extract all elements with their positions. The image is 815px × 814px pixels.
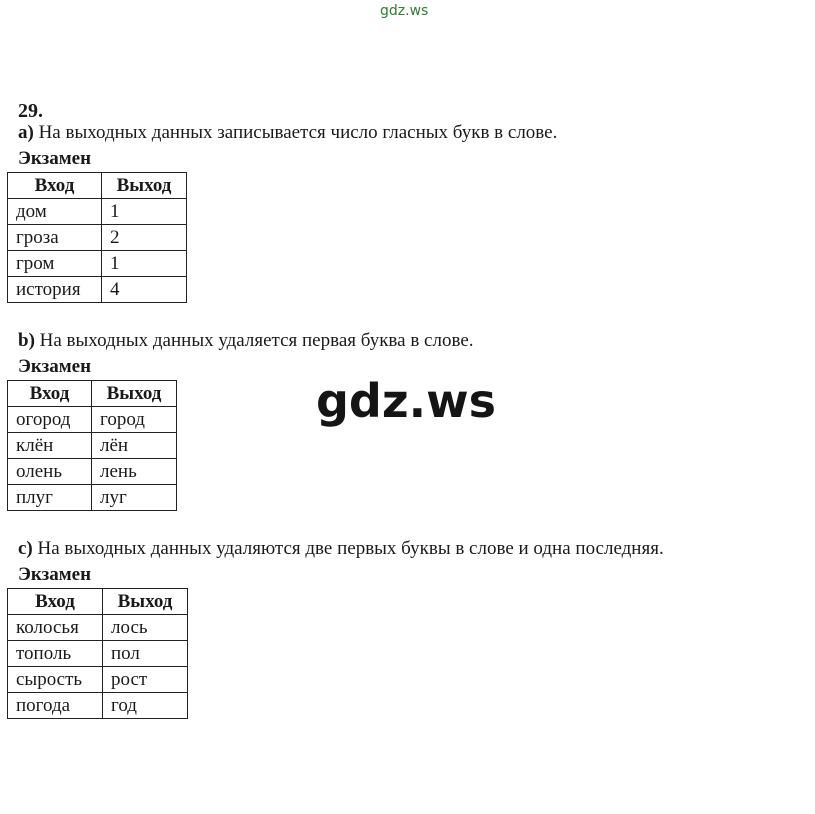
table-row [8,485,177,511]
io-table [7,172,187,303]
cell-output: пол [103,641,188,667]
cell-input: гром [8,251,102,277]
cell-output: лось [103,615,188,641]
exam-label: Экзамен [18,564,92,585]
task-marker: c) [18,538,33,559]
table-row [8,277,187,303]
cell-input: погода [8,693,103,719]
cell-input: клён [8,433,92,459]
table-row [8,641,188,667]
io-table [7,380,177,511]
cell-output: 4 [102,277,187,303]
header-input: Вход [8,381,92,407]
cell-input: колосья [8,615,103,641]
table-row [8,251,187,277]
task-marker: a) [18,122,34,143]
table-row [8,433,177,459]
header-input: Вход [8,589,103,615]
exam-label: Экзамен [18,148,92,169]
header-output: Выход [102,173,187,199]
table-row [8,615,188,641]
cell-input: олень [8,459,92,485]
task-statement [18,122,557,144]
watermark-top: gdz.ws [380,3,429,19]
io-table [7,588,188,719]
header-input: Вход [8,173,102,199]
table-row [8,225,187,251]
cell-output: город [92,407,177,433]
table-header-row [8,173,187,199]
task-statement [18,330,474,352]
cell-input: история [8,277,102,303]
table-row [8,459,177,485]
cell-output: рост [103,667,188,693]
cell-input: дом [8,199,102,225]
table-header-row [8,589,188,615]
task-text: На выходных данных записывается число гласных букв в слове. [38,122,558,143]
task-statement [18,538,664,560]
table-row [8,667,188,693]
table-row [8,693,188,719]
cell-output: лень [92,459,177,485]
table-row [8,199,187,225]
cell-output: год [103,693,188,719]
cell-input: плуг [8,485,92,511]
table-row [8,407,177,433]
watermark-center: gdz.ws [316,374,496,428]
task-marker: b) [18,330,35,351]
header-output: Выход [92,381,177,407]
cell-input: гроза [8,225,102,251]
cell-input: тополь [8,641,103,667]
exam-label: Экзамен [18,356,92,377]
cell-output: лён [92,433,177,459]
cell-output: 1 [102,251,187,277]
table-header-row [8,381,177,407]
problem-number: 29. [18,100,43,122]
task-text: На выходных данных удаляются две первых буквы в слове и одна последняя. [37,538,664,559]
cell-input: сырость [8,667,103,693]
cell-input: огород [8,407,92,433]
cell-output: 2 [102,225,187,251]
cell-output: 1 [102,199,187,225]
header-output: Выход [103,589,188,615]
cell-output: луг [92,485,177,511]
task-text: На выходных данных удаляется первая буква в слове. [39,330,474,351]
